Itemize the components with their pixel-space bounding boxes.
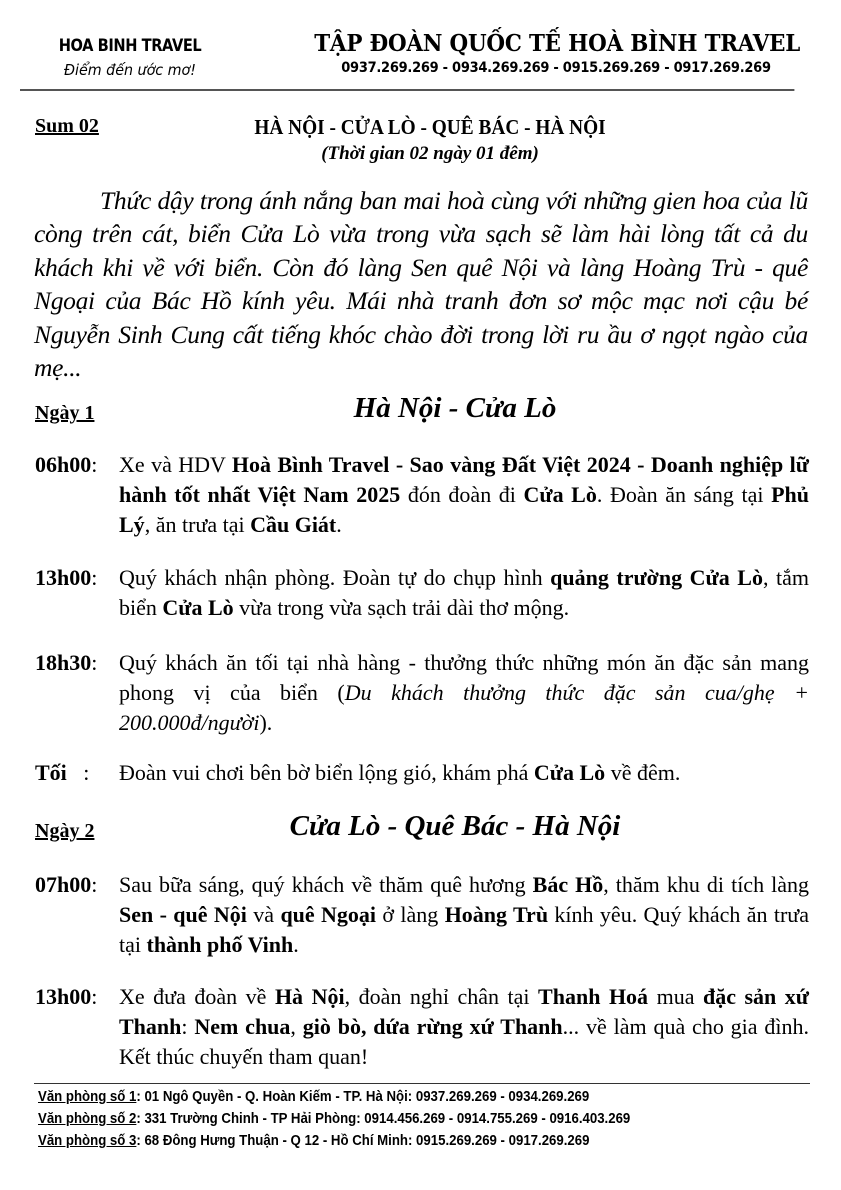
description-segment: Quý khách ăn tối tại nhà hàng - thưởng thức những món ăn đặc sản mang phong vị của biển ( (119, 650, 809, 705)
description-segment: Thanh Hoá (538, 984, 649, 1009)
office-label: Văn phòng số 2 (38, 1110, 137, 1127)
footer-offices (38, 1086, 816, 1152)
description-segment: , thăm khu di tích làng (603, 872, 809, 897)
description-segment: , (290, 1014, 303, 1039)
header-divider-extend (20, 89, 794, 91)
description-segment: đón đoàn đi (400, 482, 524, 507)
description-segment: Cửa Lò (523, 482, 597, 507)
description-segment: Nem chua (194, 1014, 291, 1039)
entry-time: 13h00: (35, 984, 98, 1009)
description-segment: Đoàn vui chơi bên bờ biển lộng gió, khám phá (119, 760, 534, 785)
schedule-entry (35, 982, 809, 1072)
description-segment: Xe đưa đoàn về (119, 984, 275, 1009)
schedule-entry (35, 450, 809, 540)
description-segment: Hà Nội (274, 984, 345, 1009)
corporation-block (296, 30, 816, 76)
office-line (38, 1086, 715, 1108)
description-segment: giò bò, dứa rừng xứ Thanh (302, 1014, 563, 1039)
day-label: Ngày 2 (35, 820, 95, 842)
description-segment: Sen - quê Nội (119, 902, 247, 927)
corporation-name: TẬP ĐOÀN QUỐC TẾ HOÀ BÌNH TRAVEL (314, 30, 801, 57)
description-segment: về đêm. (605, 760, 681, 785)
brand-name: HOA BINH TRAVEL (58, 36, 202, 56)
tour-title: HÀ NỘI - CỬA LÒ - QUÊ BÁC - HÀ NỘI (254, 115, 606, 139)
office-info: : 01 Ngô Quyền - Q. Hoàn Kiếm - TP. Hà Nội: 0937.269.269 - 0934.269.269 (136, 1088, 590, 1105)
description-segment: . Đoàn ăn sáng tại (596, 482, 772, 507)
description-segment: vừa trong vừa sạch trải dài thơ mộng. (233, 595, 570, 620)
office-line (38, 1108, 715, 1130)
schedule-entry (35, 758, 809, 788)
description-segment: . (293, 932, 299, 957)
description-segment: Du khách thưởng thức đặc sản cua/ghẹ + 200.000đ/người (119, 680, 809, 735)
description-segment: Bác Hồ (532, 872, 604, 897)
tour-duration: (Thời gian 02 ngày 01 đêm) (321, 143, 539, 164)
description-segment: Sau bữa sáng, quý khách về thăm quê hương (119, 872, 533, 897)
tour-code: Sum 02 (35, 115, 99, 137)
entry-description (119, 982, 809, 1072)
schedule-entry (35, 648, 809, 738)
description-segment: thành phố Vinh (146, 932, 294, 957)
schedule-entry (35, 563, 809, 623)
entry-time: 18h30: (35, 650, 98, 675)
description-segment: đặc sản xứ Thanh (119, 984, 809, 1039)
description-segment: . (336, 512, 342, 537)
description-segment: Hoàng Trù (444, 902, 549, 927)
entry-description (119, 648, 809, 738)
description-segment: Cầu Giát (250, 512, 337, 537)
description-segment: Xe và HDV (119, 452, 232, 477)
office-info: : 331 Trường Chinh - TP Hải Phòng: 0914.456.269 - 0914.755.269 - 0916.403.269 (136, 1110, 631, 1127)
description-segment: Phủ Lý (119, 482, 810, 537)
entry-time: 06h00: (35, 452, 98, 477)
entry-time: Tối : (35, 760, 90, 785)
intro-paragraph: Thức dậy trong ánh nắng ban mai hoà cùng với những gien hoa của lũ còng trên cát, biển Cửa Lò vừa trong vừa sạch sẽ làm hài lòng tất cả du khách khi về với biển. Còn đó làng Sen quê Nội và làng Hoàng Trù - quê Ngoại của Bác Hồ kính yêu. Mái nhà tranh đơn sơ mộc mạc nơi cậu bé Nguyễn Sinh Cung cất tiếng khóc chào đời trong lời ru ầu ơ ngọt ngào của mẹ... (34, 186, 808, 383)
description-segment: : (181, 1014, 195, 1039)
brand-block (30, 36, 230, 79)
day-title: Hà Nội - Cửa Lò (353, 392, 557, 424)
description-segment: , tắm biển (119, 565, 809, 620)
entry-description (119, 870, 809, 960)
hotline-numbers: 0937.269.269 - 0934.269.269 - 0915.269.269 - 0917.269.269 (341, 60, 771, 76)
brand-slogan: Điểm đến ước mơ! (64, 61, 196, 79)
description-segment: kính yêu. Quý khách ăn trưa tại (119, 902, 809, 957)
office-label: Văn phòng số 1 (38, 1088, 137, 1105)
description-segment: quảng trường Cửa Lò (550, 565, 763, 590)
office-line (38, 1130, 715, 1152)
office-info: : 68 Đông Hưng Thuận - Q 12 - Hồ Chí Minh: 0915.269.269 - 0917.269.269 (136, 1132, 590, 1149)
description-segment: Hoà Bình Travel - Sao vàng Đất Việt 2024 - Doanh nghiệp lữ hành tốt nhất Việt Nam 2025 (119, 452, 809, 507)
description-segment: ). (259, 710, 273, 735)
description-segment: , ăn trưa tại (144, 512, 251, 537)
schedule-entry (35, 870, 809, 960)
entry-description (119, 450, 809, 540)
description-segment: Cửa Lò (533, 760, 606, 785)
day-title: Cửa Lò - Quê Bác - Hà Nội (289, 810, 621, 842)
description-segment: Quý khách nhận phòng. Đoàn tự do chụp hình (119, 565, 551, 590)
description-segment: ... về làm quà cho gia đình. Kết thúc chuyến tham quan! (119, 1014, 809, 1069)
entry-description (119, 563, 809, 623)
office-label: Văn phòng số 3 (38, 1132, 137, 1149)
entry-time: 07h00: (35, 872, 98, 897)
footer-divider (34, 1083, 810, 1084)
description-segment: ở làng (376, 902, 445, 927)
description-segment: , đoàn nghỉ chân tại (344, 984, 539, 1009)
description-segment: quê Ngoại (280, 902, 377, 927)
description-segment: Cửa Lò (162, 595, 234, 620)
description-segment: mua (648, 984, 703, 1009)
day-label: Ngày 1 (35, 402, 95, 424)
description-segment: và (246, 902, 281, 927)
entry-time: 13h00: (35, 565, 98, 590)
entry-description (119, 758, 809, 788)
